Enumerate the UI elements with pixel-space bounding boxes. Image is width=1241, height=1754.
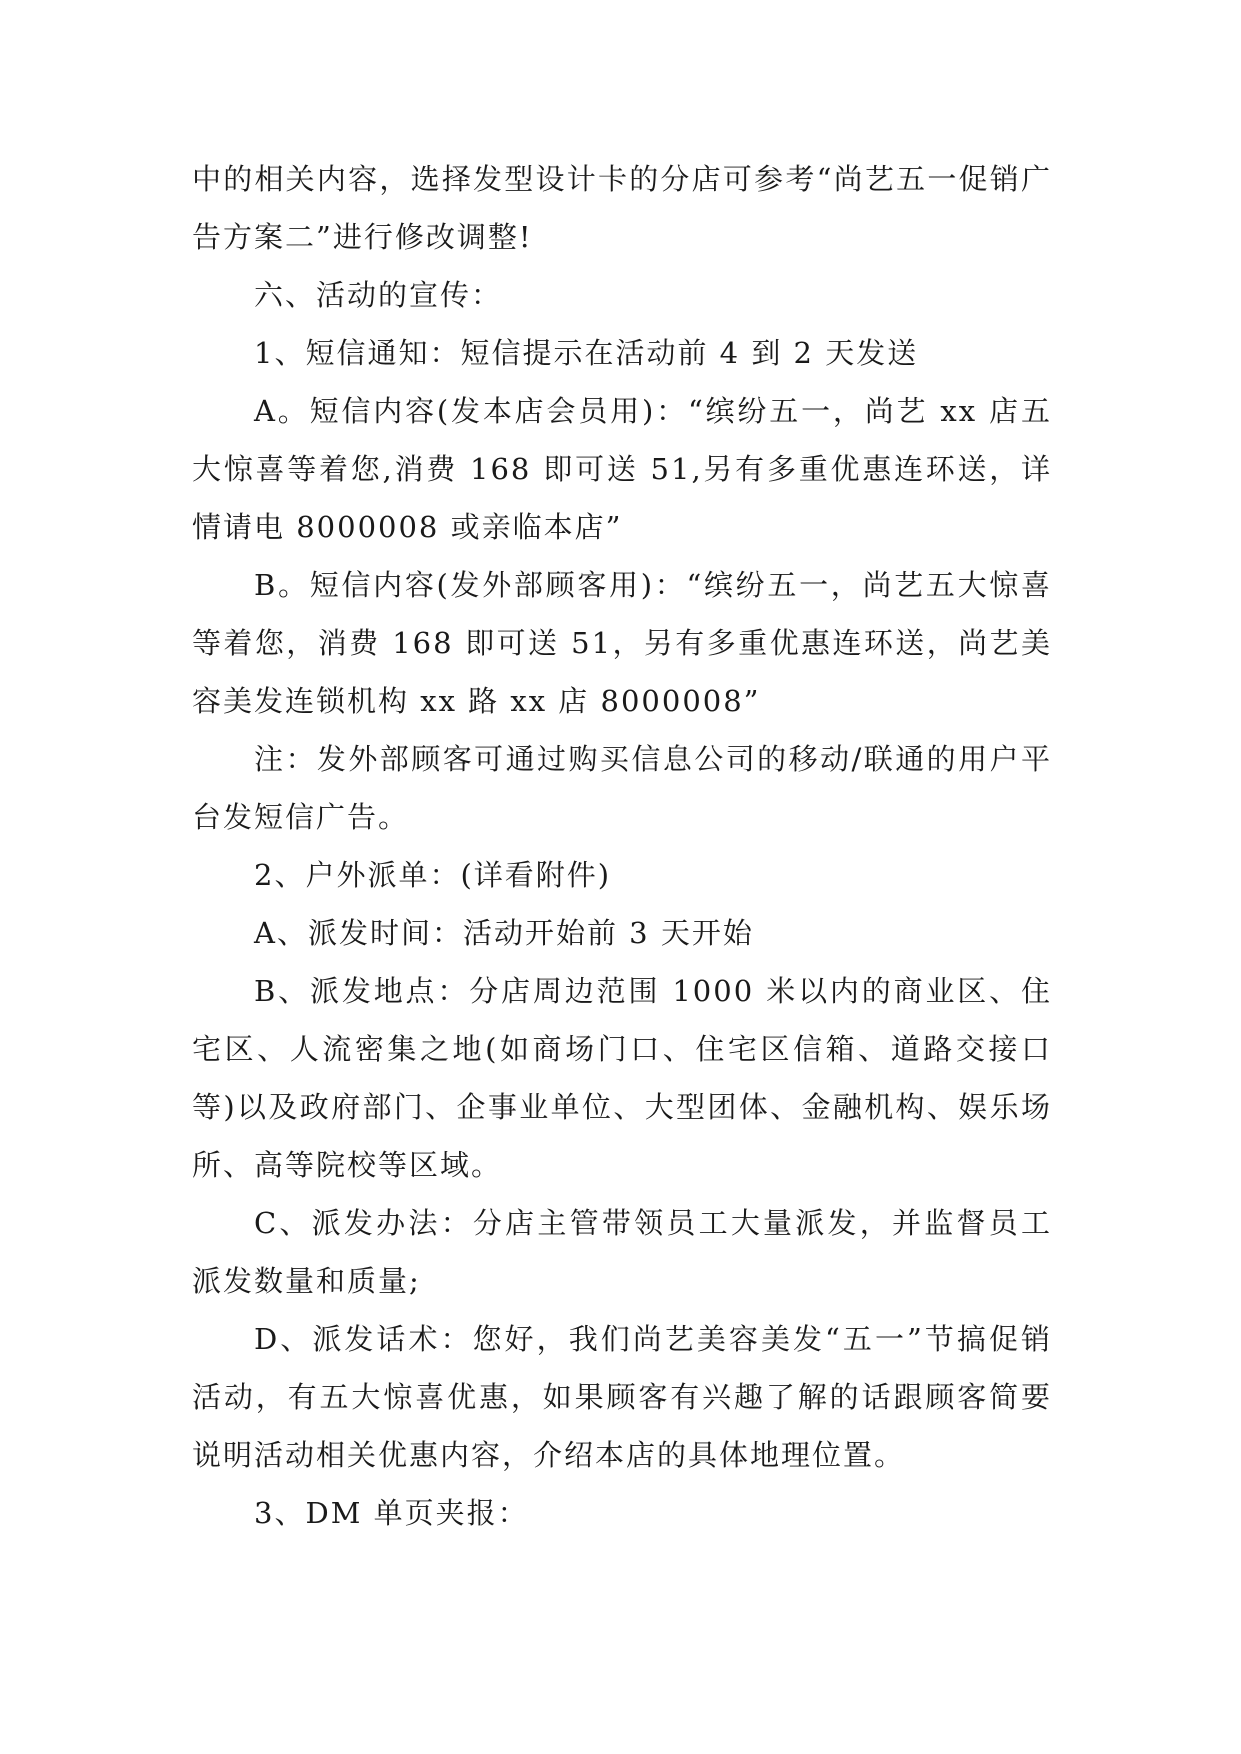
document-body: [192, 150, 1052, 1542]
item-distribution-time: A、派发时间：活动开始前 3 天开始: [254, 916, 754, 950]
item-outdoor-flyers: 2、户外派单：(详看附件): [254, 858, 612, 892]
paragraph-continuation: 中的相关内容，选择发型设计卡的分店可参考“尚艺五一促销广告方案二”进行修改调整!: [192, 162, 1052, 254]
note-sms-platform: 注：发外部顾客可通过购买信息公司的移动/联通的用户平台发短信广告。: [192, 742, 1052, 834]
item-distribution-script: D、派发话术：您好，我们尚艺美容美发“五一”节搞促销活动，有五大惊喜优惠，如果顾客有兴趣了解的话跟顾客简要说明活动相关优惠内容，介绍本店的具体地理位置。: [192, 1322, 1052, 1472]
item-sms-content-external: B。短信内容(发外部顾客用)：“缤纷五一，尚艺五大惊喜等着您，消费 168 即可送 51，另有多重优惠连环送，尚艺美容美发连锁机构 xx 路 xx 店 8000008”: [192, 568, 1052, 718]
item-dm-insert: 3、DM 单页夹报：: [254, 1496, 529, 1530]
item-sms-notice: 1、短信通知：短信提示在活动前 4 到 2 天发送: [254, 336, 919, 370]
section-heading-publicity: 六、活动的宣传：: [254, 278, 503, 312]
item-distribution-method: C、派发办法：分店主管带领员工大量派发，并监督员工派发数量和质量;: [192, 1206, 1052, 1298]
item-distribution-location: B、派发地点：分店周边范围 1000 米以内的商业区、住宅区、人流密集之地(如商场门口、住宅区信箱、道路交接口等)以及政府部门、企事业单位、大型团体、金融机构、娱乐场所、高等院校等区域。: [192, 974, 1052, 1182]
item-sms-content-members: A。短信内容(发本店会员用)：“缤纷五一，尚艺 xx 店五大惊喜等着您,消费 168 即可送 51,另有多重优惠连环送，详情请电 8000008 或亲临本店”: [192, 394, 1052, 544]
